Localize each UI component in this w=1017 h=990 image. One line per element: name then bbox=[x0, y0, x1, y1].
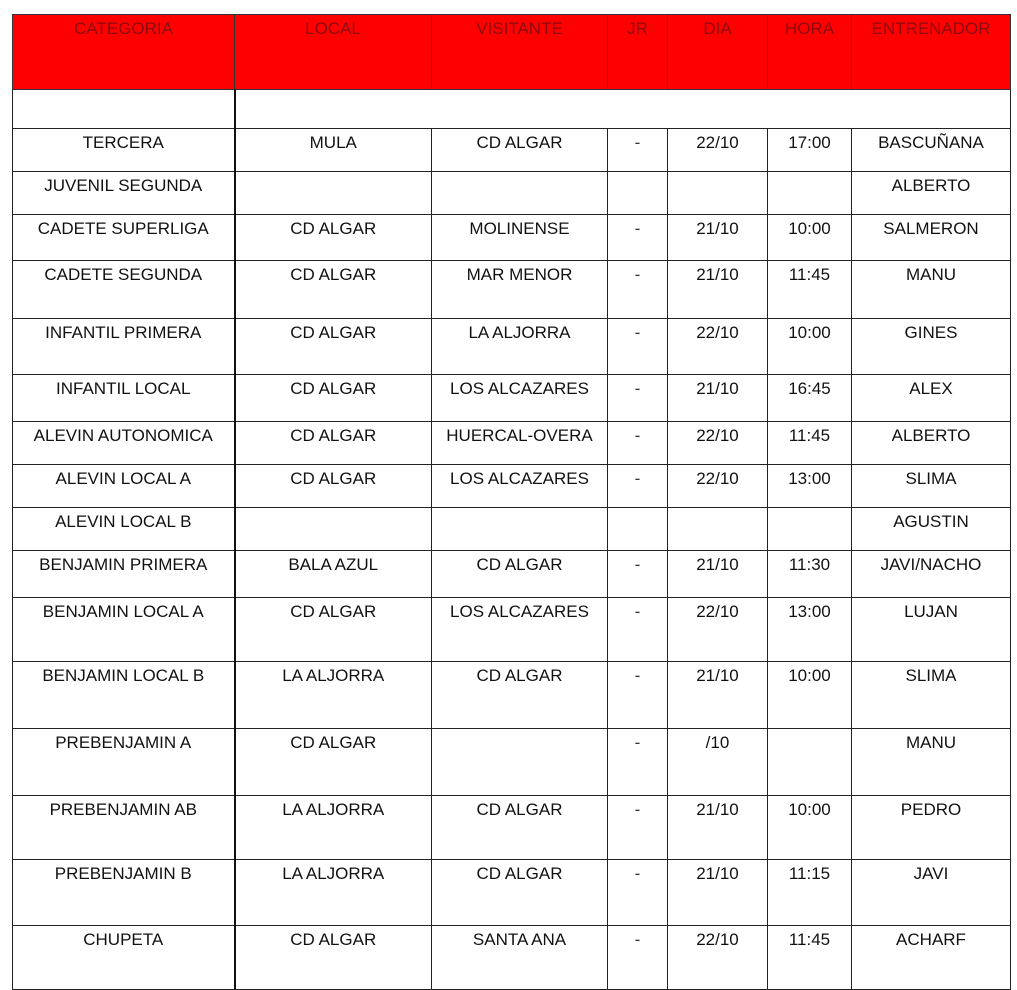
cell-hora bbox=[768, 729, 852, 796]
cell-categoria: PREBENJAMIN B bbox=[13, 860, 235, 926]
cell-visitante bbox=[432, 729, 608, 796]
cell-entrenador: LUJAN bbox=[852, 598, 1011, 662]
cell-dia: 21/10 bbox=[668, 261, 768, 319]
cell-local: BALA AZUL bbox=[235, 551, 432, 598]
cell-categoria: BENJAMIN LOCAL A bbox=[13, 598, 235, 662]
table-row bbox=[13, 465, 1011, 508]
cell-hora: 17:00 bbox=[768, 129, 852, 172]
cell-jr: - bbox=[608, 261, 668, 319]
cell-entrenador: ACHARF bbox=[852, 926, 1011, 990]
cell-visitante: SANTA ANA bbox=[432, 926, 608, 990]
cell-entrenador: JAVI bbox=[852, 860, 1011, 926]
cell-categoria: PREBENJAMIN AB bbox=[13, 796, 235, 860]
table-row bbox=[13, 375, 1011, 422]
header-visitante: VISITANTE bbox=[432, 15, 608, 90]
table-row bbox=[13, 796, 1011, 860]
cell-local: LA ALJORRA bbox=[235, 662, 432, 729]
table-row bbox=[13, 261, 1011, 319]
cell-dia: 22/10 bbox=[668, 598, 768, 662]
cell-hora: 13:00 bbox=[768, 465, 852, 508]
cell-jr: - bbox=[608, 465, 668, 508]
cell-entrenador: PEDRO bbox=[852, 796, 1011, 860]
cell-visitante bbox=[432, 172, 608, 215]
cell-hora bbox=[768, 508, 852, 551]
cell-categoria: CHUPETA bbox=[13, 926, 235, 990]
cell-jr: - bbox=[608, 662, 668, 729]
cell-jr: - bbox=[608, 729, 668, 796]
header-dia: DIA bbox=[668, 15, 768, 90]
cell-jr: - bbox=[608, 319, 668, 375]
cell-hora: 11:45 bbox=[768, 261, 852, 319]
cell-dia bbox=[668, 172, 768, 215]
cell-hora: 10:00 bbox=[768, 662, 852, 729]
cell-entrenador: MANU bbox=[852, 261, 1011, 319]
header-row bbox=[13, 15, 1011, 90]
cell-categoria: CADETE SEGUNDA bbox=[13, 261, 235, 319]
cell-entrenador: ALBERTO bbox=[852, 172, 1011, 215]
cell-dia: 22/10 bbox=[668, 319, 768, 375]
header-local: LOCAL bbox=[235, 15, 432, 90]
cell-jr bbox=[608, 172, 668, 215]
cell-categoria: ALEVIN LOCAL A bbox=[13, 465, 235, 508]
cell-entrenador: SALMERON bbox=[852, 215, 1011, 261]
cell-dia: 22/10 bbox=[668, 465, 768, 508]
header-jr: JR bbox=[608, 15, 668, 90]
table-row bbox=[13, 215, 1011, 261]
cell-visitante: CD ALGAR bbox=[432, 129, 608, 172]
table-row bbox=[13, 319, 1011, 375]
table-row bbox=[13, 860, 1011, 926]
cell-hora: 10:00 bbox=[768, 319, 852, 375]
cell-hora: 11:45 bbox=[768, 422, 852, 465]
cell-local bbox=[235, 508, 432, 551]
cell-entrenador: AGUSTIN bbox=[852, 508, 1011, 551]
cell-hora: 11:15 bbox=[768, 860, 852, 926]
cell-jr: - bbox=[608, 551, 668, 598]
cell-categoria: PREBENJAMIN A bbox=[13, 729, 235, 796]
cell-hora: 10:00 bbox=[768, 796, 852, 860]
cell-local: CD ALGAR bbox=[235, 215, 432, 261]
cell-dia bbox=[668, 508, 768, 551]
cell-entrenador: JAVI/NACHO bbox=[852, 551, 1011, 598]
cell-visitante: CD ALGAR bbox=[432, 796, 608, 860]
cell-entrenador: ALBERTO bbox=[852, 422, 1011, 465]
cell-local: MULA bbox=[235, 129, 432, 172]
cell-hora: 13:00 bbox=[768, 598, 852, 662]
cell-categoria: JUVENIL SEGUNDA bbox=[13, 172, 235, 215]
cell-local: CD ALGAR bbox=[235, 465, 432, 508]
cell-local: CD ALGAR bbox=[235, 375, 432, 422]
cell-local: LA ALJORRA bbox=[235, 796, 432, 860]
cell-hora bbox=[768, 172, 852, 215]
spacer-row bbox=[13, 90, 1011, 129]
cell-dia: 22/10 bbox=[668, 129, 768, 172]
cell-visitante: MOLINENSE bbox=[432, 215, 608, 261]
header-hora: HORA bbox=[768, 15, 852, 90]
table-row bbox=[13, 729, 1011, 796]
cell-local: CD ALGAR bbox=[235, 319, 432, 375]
cell-categoria: TERCERA bbox=[13, 129, 235, 172]
cell-categoria: ALEVIN LOCAL B bbox=[13, 508, 235, 551]
cell-entrenador: ALEX bbox=[852, 375, 1011, 422]
cell-categoria: INFANTIL PRIMERA bbox=[13, 319, 235, 375]
cell-dia: /10 bbox=[668, 729, 768, 796]
cell-visitante: LOS ALCAZARES bbox=[432, 375, 608, 422]
cell-visitante: CD ALGAR bbox=[432, 860, 608, 926]
table-row bbox=[13, 129, 1011, 172]
cell-dia: 21/10 bbox=[668, 551, 768, 598]
schedule-table bbox=[12, 14, 1011, 990]
header-entrenador: ENTRENADOR bbox=[852, 15, 1011, 90]
cell-local: LA ALJORRA bbox=[235, 860, 432, 926]
schedule-body bbox=[13, 90, 1011, 990]
table-row bbox=[13, 422, 1011, 465]
cell-categoria: BENJAMIN PRIMERA bbox=[13, 551, 235, 598]
cell-jr: - bbox=[608, 860, 668, 926]
cell-jr: - bbox=[608, 926, 668, 990]
header-categoria: CATEGORIA bbox=[13, 15, 235, 90]
cell-entrenador: BASCUÑANA bbox=[852, 129, 1011, 172]
cell-local: CD ALGAR bbox=[235, 598, 432, 662]
cell-entrenador: MANU bbox=[852, 729, 1011, 796]
cell-local: CD ALGAR bbox=[235, 926, 432, 990]
cell-dia: 21/10 bbox=[668, 662, 768, 729]
cell-local bbox=[235, 172, 432, 215]
cell-jr: - bbox=[608, 796, 668, 860]
table-row bbox=[13, 926, 1011, 990]
cell-jr: - bbox=[608, 375, 668, 422]
table-row bbox=[13, 172, 1011, 215]
table-row bbox=[13, 508, 1011, 551]
cell-local: CD ALGAR bbox=[235, 261, 432, 319]
cell-visitante: CD ALGAR bbox=[432, 551, 608, 598]
cell-dia: 22/10 bbox=[668, 926, 768, 990]
cell-visitante: HUERCAL-OVERA bbox=[432, 422, 608, 465]
cell-entrenador: SLIMA bbox=[852, 465, 1011, 508]
cell-visitante: LOS ALCAZARES bbox=[432, 598, 608, 662]
cell-categoria: ALEVIN AUTONOMICA bbox=[13, 422, 235, 465]
cell-jr: - bbox=[608, 129, 668, 172]
cell-hora: 11:45 bbox=[768, 926, 852, 990]
cell-visitante: MAR MENOR bbox=[432, 261, 608, 319]
cell-categoria: CADETE SUPERLIGA bbox=[13, 215, 235, 261]
table-row bbox=[13, 662, 1011, 729]
cell-dia: 21/10 bbox=[668, 215, 768, 261]
table-row bbox=[13, 551, 1011, 598]
cell-jr bbox=[608, 508, 668, 551]
cell-visitante: LA ALJORRA bbox=[432, 319, 608, 375]
cell-dia: 21/10 bbox=[668, 860, 768, 926]
cell-hora: 10:00 bbox=[768, 215, 852, 261]
cell-visitante: LOS ALCAZARES bbox=[432, 465, 608, 508]
cell-jr: - bbox=[608, 598, 668, 662]
table-row bbox=[13, 598, 1011, 662]
cell-hora: 16:45 bbox=[768, 375, 852, 422]
cell-visitante bbox=[432, 508, 608, 551]
cell-hora: 11:30 bbox=[768, 551, 852, 598]
cell-visitante: CD ALGAR bbox=[432, 662, 608, 729]
cell-categoria: BENJAMIN LOCAL B bbox=[13, 662, 235, 729]
cell-dia: 22/10 bbox=[668, 422, 768, 465]
cell-jr: - bbox=[608, 422, 668, 465]
cell-categoria: INFANTIL LOCAL bbox=[13, 375, 235, 422]
cell-local: CD ALGAR bbox=[235, 729, 432, 796]
cell-entrenador: GINES bbox=[852, 319, 1011, 375]
cell-entrenador: SLIMA bbox=[852, 662, 1011, 729]
cell-jr: - bbox=[608, 215, 668, 261]
cell-local: CD ALGAR bbox=[235, 422, 432, 465]
cell-dia: 21/10 bbox=[668, 375, 768, 422]
cell-dia: 21/10 bbox=[668, 796, 768, 860]
